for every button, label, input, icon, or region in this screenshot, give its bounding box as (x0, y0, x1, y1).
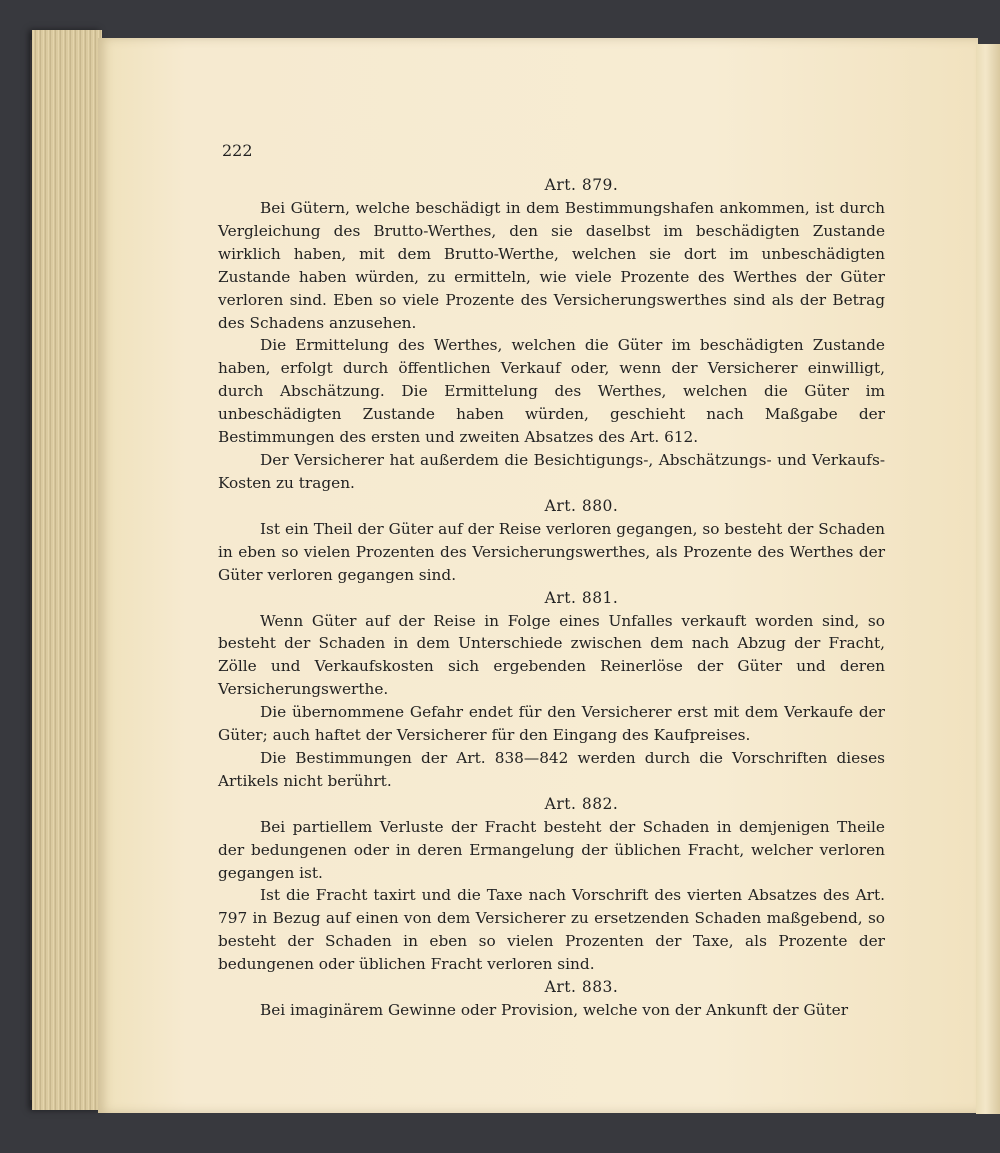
paragraph: Bei imaginärem Gewinne oder Provision, welche von der Ankunft der Güter (260, 1001, 849, 1020)
paragraph: Ist die Fracht taxirt und die Taxe nach Vorschrift des vierten Absatzes des Art. 797 in Bezug auf einen von dem Versicherer zu ersetzenden Schaden maßgebend, so besteht der Schaden in eben so vielen Prozenten der Taxe, als Prozente der bedungenen oder üblichen Fracht verloren sind. (218, 886, 885, 974)
article-heading: Art. 880. (544, 496, 619, 515)
paragraph: Wenn Güter auf der Reise in Folge eines Unfalles verkauft worden sind, so besteht der Schaden in dem Unterschiede zwischen dem nach Abzug der Fracht, Zölle und Verkaufskosten sich ergebenden Reinerlöse der Güter und deren Versicherungswerthe. (218, 611, 885, 699)
paragraph: Der Versicherer hat außerdem die Besichtigungs-, Abschätzungs- und Verkaufs-Kosten zu tragen. (218, 450, 885, 492)
paragraph: Ist ein Theil der Güter auf der Reise verloren gegangen, so besteht der Schaden in eben so vielen Prozenten des Versicherungswerthes, als Prozente des Werthes der Güter verloren gegangen sind. (218, 519, 885, 584)
article-heading: Art. 881. (544, 588, 619, 607)
article-heading: Art. 883. (544, 978, 619, 997)
paragraph: Die Ermittelung des Werthes, welchen die Güter im beschädigten Zustande haben, erfolgt durch öffentlichen Verkauf oder, wenn der Versicherer einwilligt, durch Abschätzung. Die Ermittelung des Werthes, welchen die Güter im unbeschädigten Zustande haben würden, geschieht nach Maßgabe der Bestimmungen des ersten und zweiten Absatzes des Art. 612. (218, 336, 885, 447)
article-heading: Art. 882. (544, 794, 619, 813)
paragraph: Die übernommene Gefahr endet für den Versicherer erst mit dem Verkaufe der Güter; auch haftet der Versicherer für den Eingang des Kaufpreises. (218, 703, 885, 745)
paragraph: Bei partiellem Verluste der Fracht besteht der Schaden in demjenigen Theile der bedungenen oder in deren Ermangelung der üblichen Fracht, welcher verloren gegangen ist. (218, 817, 885, 882)
page-body (218, 140, 885, 1022)
paragraph: Bei Gütern, welche beschädigt in dem Bestimmungshafen ankommen, ist durch Vergleichung des Brutto-Werthes, den sie daselbst im beschädigten Zustande wirklich haben, mit dem Brutto-Werthe, welchen sie dort im unbeschädigten Zustande haben würden, zu ermitteln, wie viele Prozente des Werthes der Güter verloren sind. Eben so viele Prozente des Versicherungswerthes sind als der Betrag des Schadens anzusehen. (218, 199, 885, 332)
page-number: 222 (222, 141, 253, 160)
article-heading: Art. 879. (544, 176, 619, 194)
facing-page-edge (976, 44, 1000, 1114)
paragraph: Die Bestimmungen der Art. 838—842 werden durch die Vorschriften dieses Artikels nicht berührt. (218, 748, 885, 790)
page-stack-edges (32, 30, 102, 1110)
